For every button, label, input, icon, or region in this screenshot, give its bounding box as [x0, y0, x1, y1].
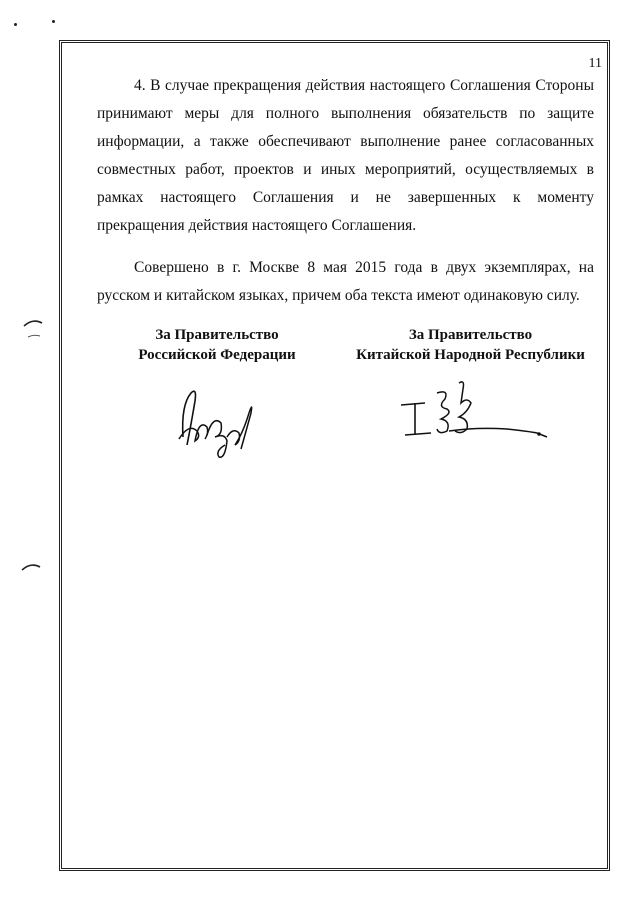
signatory-russia-line1: За Правительство [155, 327, 279, 343]
russian-signature-image [169, 375, 269, 465]
signatory-russia-line2: Российской Федерации [138, 347, 296, 363]
chinese-signature-image [397, 373, 562, 458]
document-body [97, 72, 594, 310]
binding-hole-mark [20, 560, 44, 576]
signature-section [97, 325, 594, 485]
scan-dot-mark [14, 23, 17, 26]
signatory-china-line1: За Правительство [408, 327, 533, 343]
scan-dot-mark [52, 20, 55, 23]
signatory-china [347, 325, 594, 365]
page-number: 11 [588, 56, 602, 71]
paragraph-done-in-moscow: Совершено в г. Москве 8 мая 2015 года в двух экземплярах, на русском и китайском языках, причем оба текста имеют одинаковую силу. [97, 259, 594, 304]
signatory-russia [97, 325, 337, 365]
binding-hole-mark [22, 312, 46, 340]
signatory-china-line2: Китайской Народной Республики [356, 347, 585, 363]
paragraph-termination: 4. В случае прекращения действия настоящего Соглашения Стороны принимают меры для полного выполнения обязательств по защите информации, а также обеспечивают выполнение ранее согласованных совместных работ, проектов и иных мероприятий, осуществляемых в рамках настоящего Соглашения и не завершенных к моменту прекращения действия настоящего Соглашения. [97, 77, 594, 234]
